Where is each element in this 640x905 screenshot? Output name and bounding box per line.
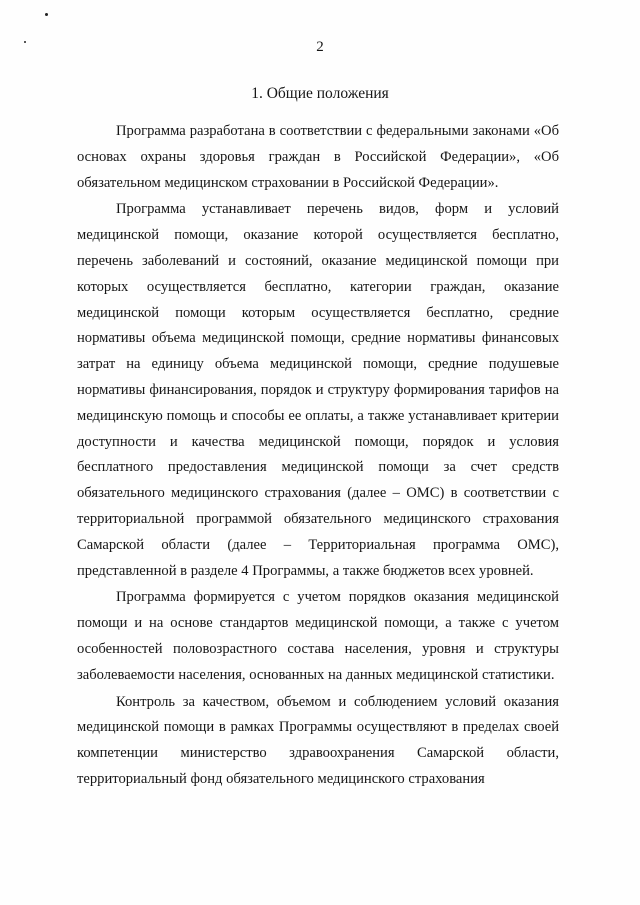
paragraph: Программа устанавливает перечень видов, форм и условий медицинской помощи, оказание которой осуществляется бесплатно, перечень заболеваний и состояний, оказание медицинской помощи при которых осуществляется бесплатно, категории граждан, оказание медицинской помощи которым осуществляется бесплатно, средние нормативы объема медицинской помощи, средние нормативы финансовых затрат на единицу объема медицинской помощи, средние подушевые нормативы финансирования, порядок и структуру формирования тарифов на медицинскую помощь и способы ее оплаты, а также устанавливает критерии доступности и качества медицинской помощи, порядок и условия бесплатного предоставления медицинской помощи за счет средств обязательного медицинского страхования (далее – ОМС) в соответствии с территориальной программой обязательного медицинского страхования Самарской области (далее – Территориальная программа ОМС), представленной в разделе 4 Программы, а также бюджетов всех уровней. bbox=[77, 201, 559, 579]
paragraph: Программа разработана в соответствии с федеральными законами «Об основах охраны здоровья граждан в Российской Федерации», «Об обязательном медицинском страховании в Российской Федерации». bbox=[77, 123, 559, 191]
scan-speck bbox=[45, 13, 48, 16]
page-number: 2 bbox=[316, 39, 324, 55]
paragraph: Контроль за качеством, объемом и соблюдением условий оказания медицинской помощи в рамках Программы осуществляют в пределах своей компетенции министерство здравоохранения Самарской области, территориальный фонд обязательного медицинского страхования bbox=[77, 693, 559, 787]
body-text bbox=[77, 119, 559, 793]
section-heading: 1. Общие положения bbox=[251, 85, 389, 102]
paragraph: Программа формируется с учетом порядков оказания медицинской помощи и на основе стандартов медицинской помощи, а также с учетом особенностей половозрастного состава населения, уровня и структуры заболеваемости населения, основанных на данных медицинской статистики. bbox=[77, 589, 559, 683]
